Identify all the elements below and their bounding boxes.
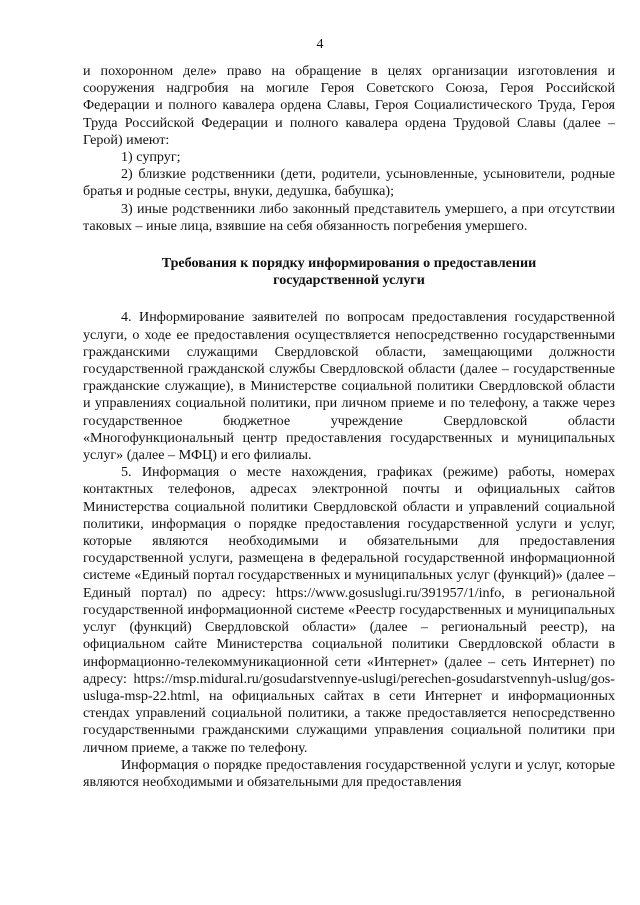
- section-heading-line-1: Требования к порядку информирования о предоставлении: [161, 255, 537, 272]
- intro-paragraph: и похоронном деле» право на обращение в целях организации изготовления и сооружения надгробия на могиле Героя Советского Союза, Героя Российской Федерации и полного кавалера ордена Славы, Героя Социалистического Труда, Героя Труда Российской Федерации и полного кавалера ордена Трудовой Славы (далее – Герой) имеют:: [83, 63, 615, 148]
- paragraph-5: 5. Информация о месте нахождения, графиках (режиме) работы, номерах контактных телефонов, адресах электронной почты и официальных сайтов Министерства социальной политики Свердловской области и управлений социальной политики, информация о порядке предоставления государственной услуги и услуг, которые являются необходимыми и обязательными для предоставления государственной услуги, размещена в федеральной государственной информационной системе «Единый портал государственных и муниципальных услуг (функций)» (далее – Единый портал) по адресу: https://www.gosuslugi.ru/391957/1/info, в региональной государственной информационной системе «Реестр государственных и муниципальных услуг (функций) Свердловской области» (далее – региональный реестр), на официальном сайте Министерства социальной политики Свердловской области в информационно-телекоммуникационной сети «Интернет» (далее – сеть Интернет) по адресу: https://msp.midural.ru/gosudarstvennye-uslugi/perechen-gosudarstvennyh-uslug/gos-usluga-msp-22.html, на официальных сайтах в сети Интернет и информационных стендах управлений социальной политики, а также предоставляется непосредственно государственными гражданскими служащими управления социальной политики при личном приеме, а также по телефону.: [83, 464, 615, 756]
- paragraph-6: Информация о порядке предоставления государственной услуги и услуг, которые являются необходимыми и обязательными для предоставления: [83, 756, 615, 790]
- section-heading: [83, 255, 615, 289]
- document-body: [83, 63, 615, 791]
- page-number: 4: [316, 37, 324, 52]
- section-heading-line-2: государственной услуги: [273, 272, 425, 289]
- list-item-close-relatives: 2) близкие родственники (дети, родители, усыновленные, усыновители, родные братья и родные сестры, внуки, дедушка, бабушка);: [83, 166, 615, 200]
- paragraph-4: 4. Информирование заявителей по вопросам предоставления государственной услуги, о ходе ее предоставления осуществляется непосредственно государственными гражданскими служащими Свердловской области, замещающими должности государственной гражданской службы Свердловской области (далее – государственные гражданские служащие), в Министерстве социальной политики Свердловской области и управлениях социальной политики, при личном приеме и по телефону, а также через государственное бюджетное учреждение Свердловской области «Многофункциональный центр предоставления государственных и муниципальных услуг» (далее – МФЦ) и его филиалы.: [83, 309, 615, 464]
- list-item-spouse: 1) супруг;: [121, 149, 181, 166]
- list-item-other-relatives: 3) иные родственники либо законный представитель умершего, а при отсутствии таковых – иные лица, взявшие на себя обязанность погребения умершего.: [83, 200, 615, 234]
